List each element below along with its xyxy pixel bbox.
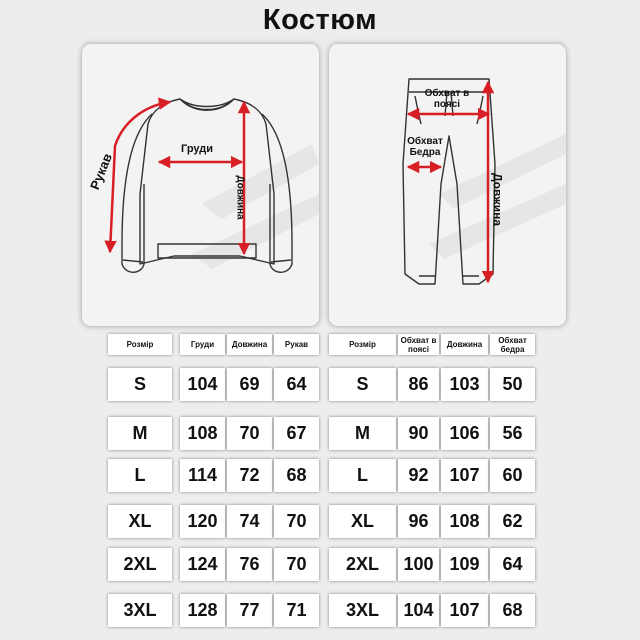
sweatshirt-cell-r5-c1: 128	[180, 594, 225, 627]
sweatshirt-cell-r4-c3: 70	[274, 548, 319, 581]
sweatshirt-cell-r1-c3: 67	[274, 417, 319, 450]
sweatshirt-cell-r1-c0: M	[108, 417, 172, 450]
pants-cell-r5-c2: 107	[441, 594, 488, 627]
sweatshirt-cell-r2-c0: L	[108, 459, 172, 492]
pants-cell-r3-c2: 108	[441, 505, 488, 538]
waist-label: Обхват в поясі	[424, 88, 470, 110]
chest-label: Груди	[181, 143, 213, 155]
sweatshirt-cell-r0-c1: 104	[180, 368, 225, 401]
sweatshirt-cell-r3-c3: 70	[274, 505, 319, 538]
length-label: Довжина	[234, 175, 246, 220]
pants-cell-r1-c0: M	[329, 417, 396, 450]
pants-cell-r2-c1: 92	[398, 459, 439, 492]
sweatshirt-cell-r5-c3: 71	[274, 594, 319, 627]
sweatshirt-header-3: Рукав	[274, 334, 319, 355]
pants-cell-r1-c2: 106	[441, 417, 488, 450]
hip-label: Обхват Бедра	[407, 136, 443, 158]
pants-panel	[329, 44, 566, 326]
sweatshirt-header-1: Груди	[180, 334, 225, 355]
sweatshirt-cell-r4-c1: 124	[180, 548, 225, 581]
pants-cell-r4-c2: 109	[441, 548, 488, 581]
sweatshirt-measure-lines	[110, 102, 244, 254]
pants-cell-r2-c0: L	[329, 459, 396, 492]
sleeve-label: Рукав	[86, 151, 116, 192]
sweatshirt-cell-r1-c2: 70	[227, 417, 272, 450]
pants-cell-r0-c1: 86	[398, 368, 439, 401]
sweatshirt-cell-r3-c0: XL	[108, 505, 172, 538]
sweatshirt-cell-r2-c1: 114	[180, 459, 225, 492]
pants-cell-r1-c3: 56	[490, 417, 535, 450]
sweatshirt-header-0: Розмір	[108, 334, 172, 355]
pants-cell-r1-c1: 90	[398, 417, 439, 450]
pants-cell-r2-c3: 60	[490, 459, 535, 492]
pants-cell-r5-c1: 104	[398, 594, 439, 627]
sweatshirt-cell-r4-c0: 2XL	[108, 548, 172, 581]
pants-header-0: Розмір	[329, 334, 396, 355]
sweatshirt-cell-r4-c2: 76	[227, 548, 272, 581]
sweatshirt-cell-r5-c2: 77	[227, 594, 272, 627]
pants-cell-r0-c2: 103	[441, 368, 488, 401]
pants-cell-r5-c3: 68	[490, 594, 535, 627]
pants-cell-r2-c2: 107	[441, 459, 488, 492]
sweatshirt-cell-r0-c3: 64	[274, 368, 319, 401]
sweatshirt-panel	[82, 44, 319, 326]
pants-header-3: Обхват бедра	[490, 334, 535, 355]
sweatshirt-cell-r3-c2: 74	[227, 505, 272, 538]
sweatshirt-cell-r0-c0: S	[108, 368, 172, 401]
sweatshirt-cell-r5-c0: 3XL	[108, 594, 172, 627]
sweatshirt-cell-r0-c2: 69	[227, 368, 272, 401]
pants-cell-r3-c0: XL	[329, 505, 396, 538]
pants-header-2: Довжина	[441, 334, 488, 355]
sweatshirt-cell-r3-c1: 120	[180, 505, 225, 538]
sweatshirt-cell-r1-c1: 108	[180, 417, 225, 450]
pants-cell-r3-c3: 62	[490, 505, 535, 538]
sweatshirt-header-2: Довжина	[227, 334, 272, 355]
pants-header-1: Обхват в поясі	[398, 334, 439, 355]
sweatshirt-drawing	[82, 44, 319, 326]
pants-cell-r4-c3: 64	[490, 548, 535, 581]
pants-cell-r3-c1: 96	[398, 505, 439, 538]
page-title: Костюм	[262, 4, 378, 36]
pants-cell-r0-c3: 50	[490, 368, 535, 401]
pants-cell-r0-c0: S	[329, 368, 396, 401]
pants-drawing	[329, 44, 566, 326]
sweatshirt-cell-r2-c3: 68	[274, 459, 319, 492]
pants-cell-r4-c1: 100	[398, 548, 439, 581]
pants-length-label: Довжина	[490, 172, 505, 227]
pants-cell-r5-c0: 3XL	[329, 594, 396, 627]
pants-cell-r4-c0: 2XL	[329, 548, 396, 581]
sweatshirt-cell-r2-c2: 72	[227, 459, 272, 492]
